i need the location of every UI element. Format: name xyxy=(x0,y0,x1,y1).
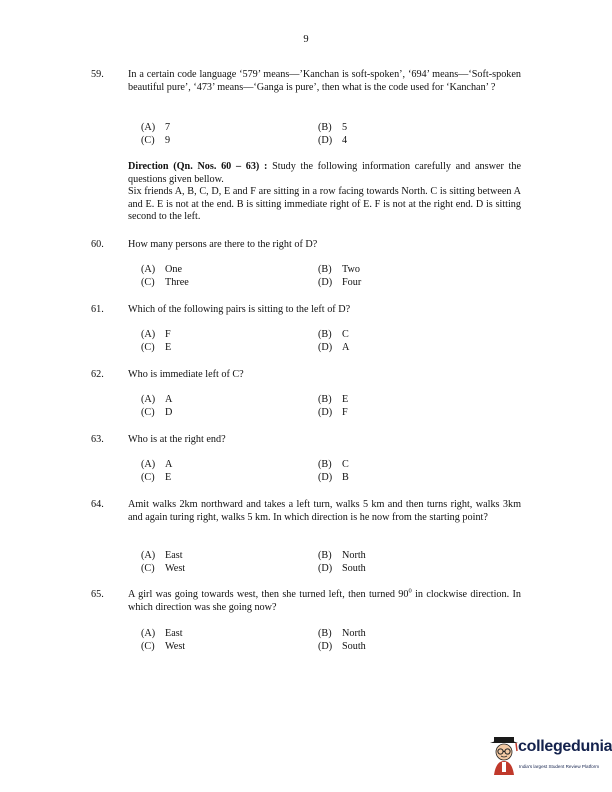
question-number: 59. xyxy=(91,69,104,80)
question-63 xyxy=(91,434,521,447)
option-d: (D) South xyxy=(318,563,366,574)
option-c: (C) E xyxy=(141,472,172,483)
question-number: 63. xyxy=(91,434,104,445)
option-b: (B) North xyxy=(318,550,366,561)
question-61 xyxy=(91,304,521,317)
option-a: (A) East xyxy=(141,550,183,561)
option-d: (D) South xyxy=(318,641,366,652)
collegedunia-logo xyxy=(488,733,612,779)
option-a: (A) East xyxy=(141,628,183,639)
option-c: (C) D xyxy=(141,407,173,418)
question-64 xyxy=(91,499,521,524)
option-c: (C) West xyxy=(141,563,186,574)
direction-block xyxy=(128,161,521,224)
question-59 xyxy=(91,69,521,94)
option-d: (D) 4 xyxy=(318,135,348,146)
direction-heading: Direction (Qn. Nos. 60 – 63) : xyxy=(128,161,268,172)
mascot-icon xyxy=(488,735,520,777)
option-b: (B) North xyxy=(318,628,366,639)
option-a: (A) One xyxy=(141,264,182,275)
question-text: Amit walks 2km northward and takes a left turn, walks 5 km and then turns right, walks 3km and again turing right, walks 5 km. In which direction is he now from the starting point? xyxy=(128,499,521,523)
option-a: (A) A xyxy=(141,394,173,405)
option-b: (B) C xyxy=(318,329,349,340)
option-d: (D) Four xyxy=(318,277,362,288)
question-text: Which of the following pairs is sitting to the left of D? xyxy=(128,304,351,315)
option-c: (C) E xyxy=(141,342,172,353)
option-b: (B) 5 xyxy=(318,122,348,133)
option-a: (A) F xyxy=(141,329,171,340)
logo-tagline: India's largest Student Review Platform xyxy=(519,764,600,769)
question-text: How many persons are there to the right of D? xyxy=(128,239,318,250)
question-number: 62. xyxy=(91,369,104,380)
option-b: (B) Two xyxy=(318,264,360,275)
question-65 xyxy=(91,589,521,614)
page-number: 9 xyxy=(303,34,309,45)
option-d: (D) B xyxy=(318,472,349,483)
logo-wordmark: collegedunia xyxy=(518,738,612,755)
direction-info: Six friends A, B, C, D, E and F are sitting in a row facing towards North. C is sitting between A and E. E is not at the end. B is sitting immediate right of E. F is not at the right end. D is sitting second to the left. xyxy=(128,186,521,223)
option-a: (A) A xyxy=(141,459,173,470)
option-a: (A) 7 xyxy=(141,122,171,133)
option-d: (D) A xyxy=(318,342,350,353)
option-b: (B) C xyxy=(318,459,349,470)
degree-superscript: 0 xyxy=(408,587,412,595)
question-text: Who is immediate left of C? xyxy=(128,369,244,380)
question-number: 64. xyxy=(91,499,104,510)
question-60 xyxy=(91,239,521,252)
option-b: (B) E xyxy=(318,394,349,405)
question-text: In a certain code language ‘579’ means—’Kanchan is soft-spoken’, ‘694’ means—‘Soft-spoken beautiful pure’, ‘473’ means—‘Ganga is pure’, then what is the code used for ‘Kanchan’ ? xyxy=(128,69,521,93)
option-c: (C) West xyxy=(141,641,186,652)
option-c: (C) 9 xyxy=(141,135,171,146)
option-c: (C) Three xyxy=(141,277,189,288)
question-number: 60. xyxy=(91,239,104,250)
question-number: 61. xyxy=(91,304,104,315)
question-text: Who is at the right end? xyxy=(128,434,226,445)
option-d: (D) F xyxy=(318,407,348,418)
question-text: A girl was going towards west, then she turned left, then turned $90^0$ in clockwise direction. In which direction was she going now? xyxy=(128,587,521,613)
direction-instruction: Direction (Qn. Nos. 60 – 63) : Study the following information carefully and answer the questions given bellow. xyxy=(128,161,521,185)
question-number: 65. xyxy=(91,589,104,600)
question-62 xyxy=(91,369,521,382)
